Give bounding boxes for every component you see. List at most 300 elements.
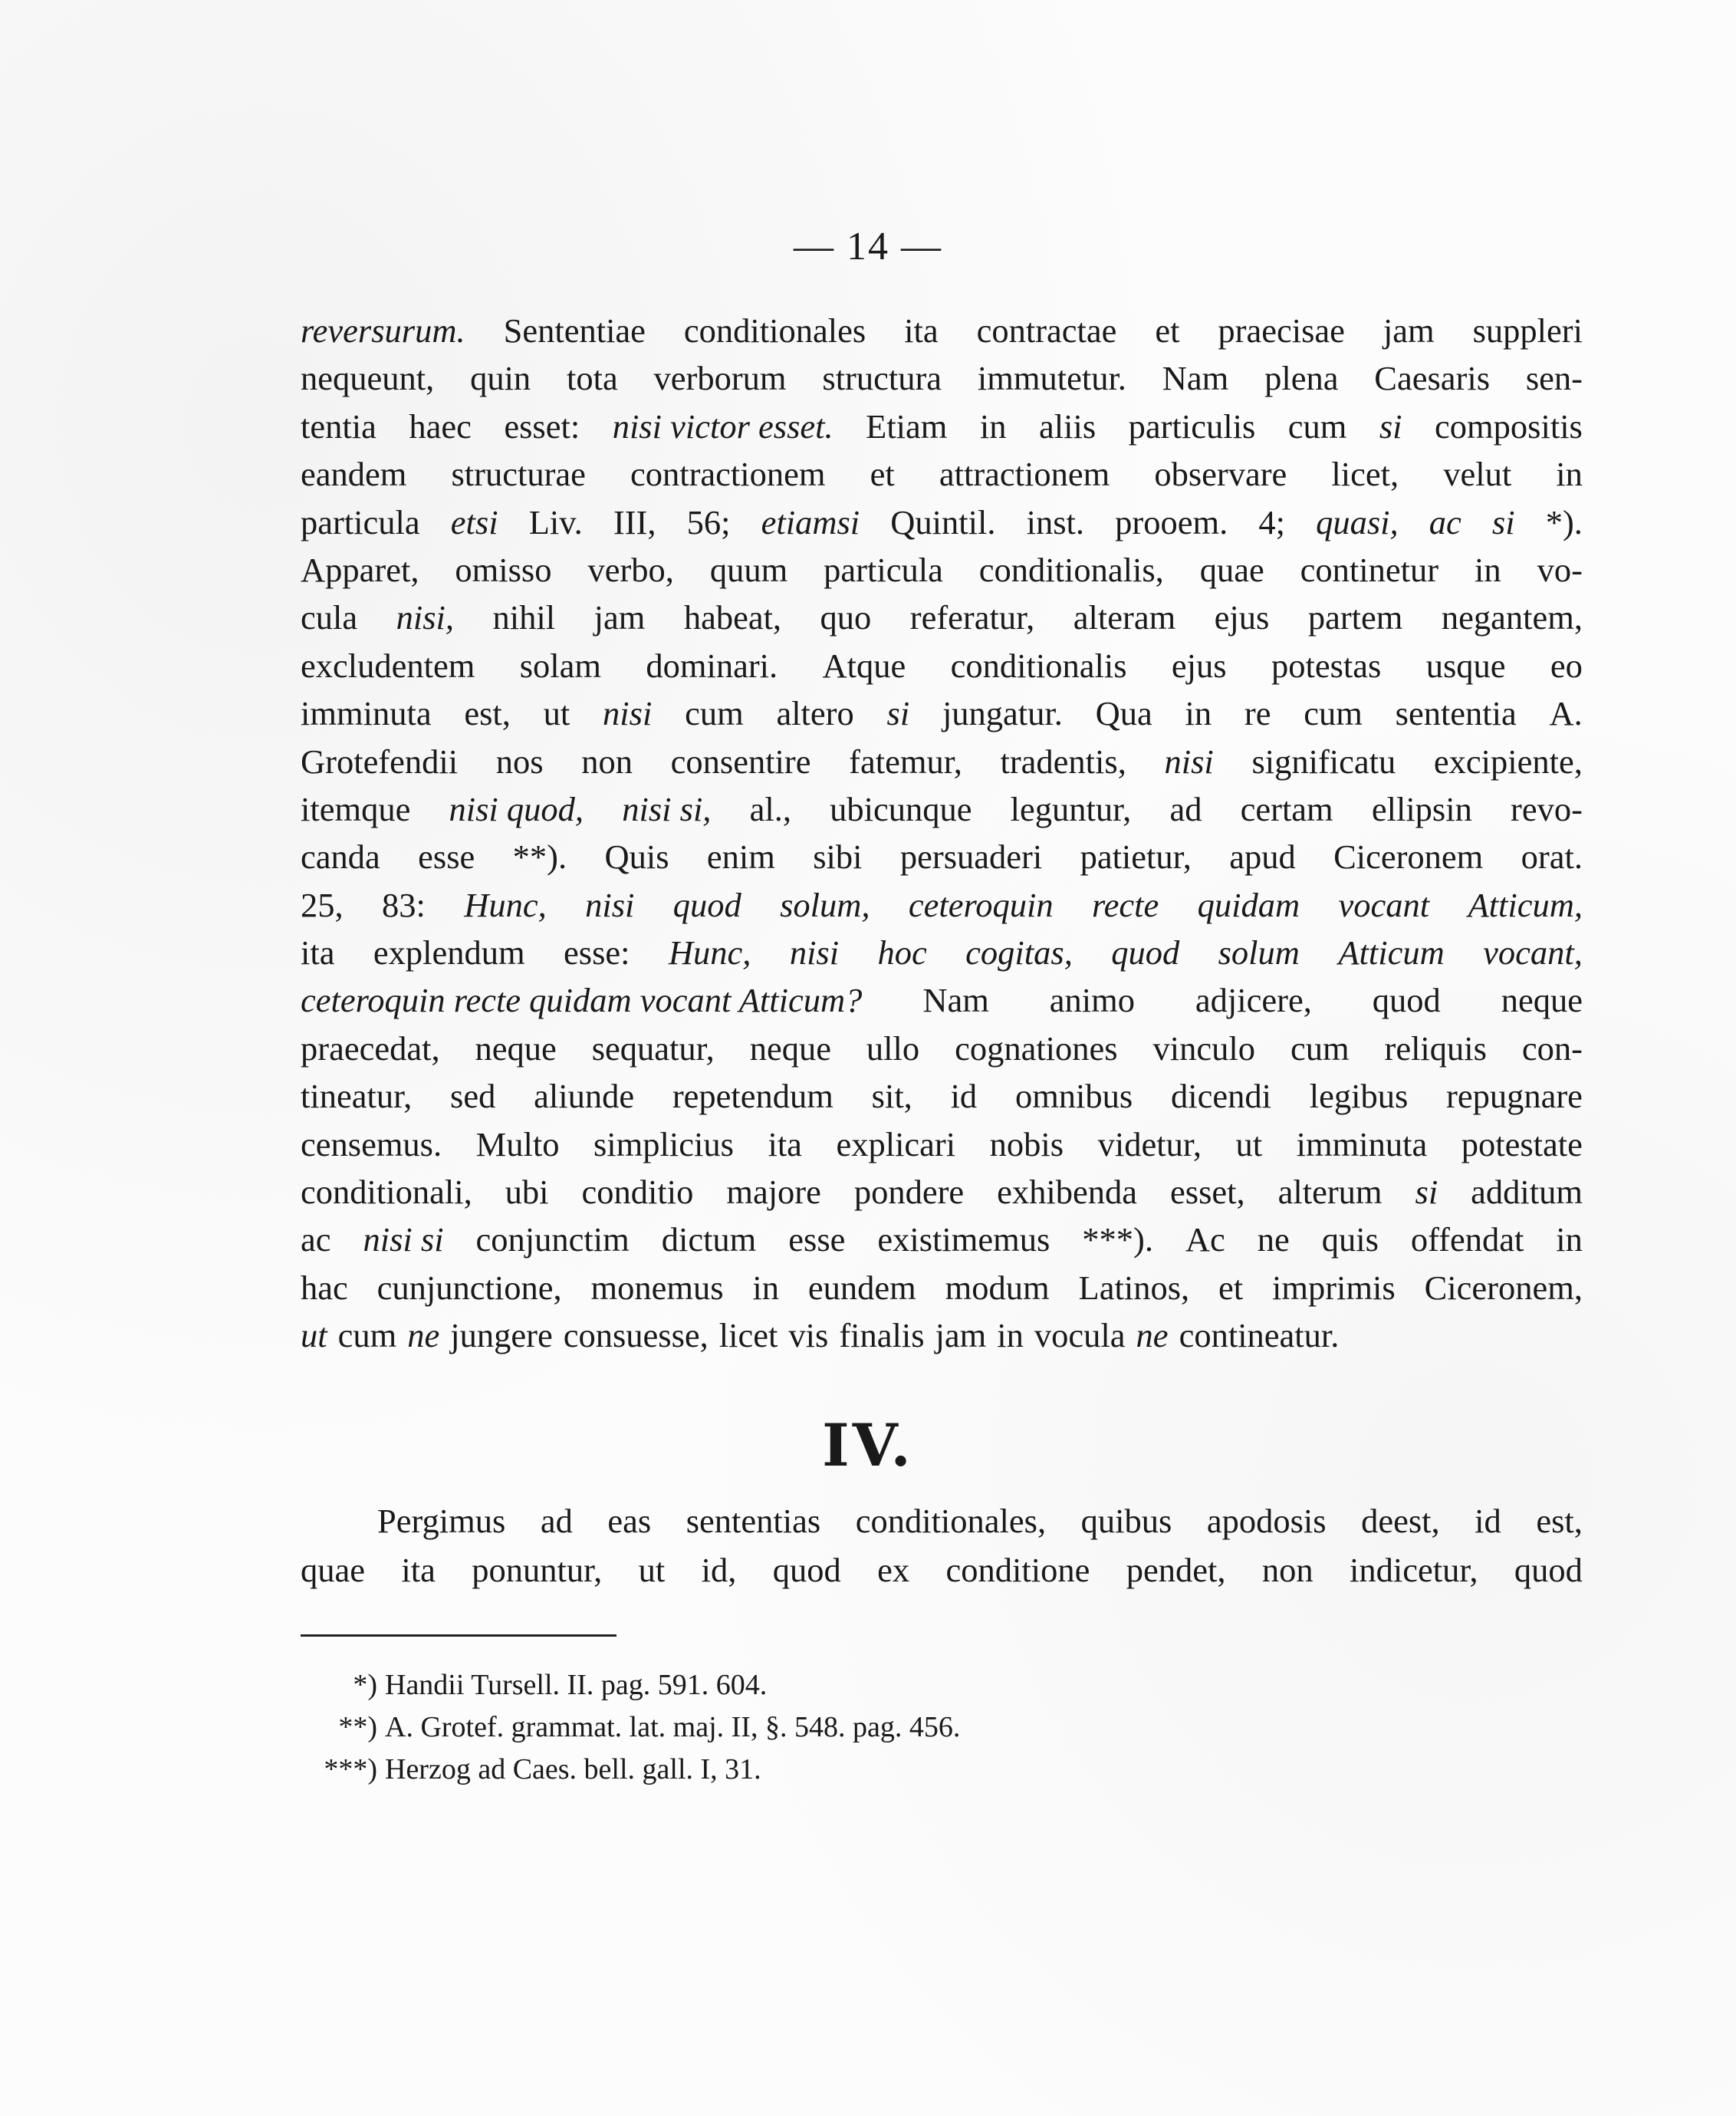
word: velut bbox=[1443, 455, 1512, 494]
word: Liv. bbox=[528, 502, 583, 541]
word bbox=[965, 929, 1073, 976]
word: imprimis bbox=[1272, 1268, 1396, 1307]
word: esse bbox=[788, 1220, 846, 1259]
word: id bbox=[1475, 1502, 1501, 1540]
word: reliquis bbox=[1384, 1028, 1487, 1068]
italic-word: nisi bbox=[585, 885, 635, 924]
italic-word: quod bbox=[672, 885, 741, 924]
italic-word: nisi bbox=[789, 933, 840, 972]
word: Ciceronem, bbox=[1424, 1268, 1583, 1307]
word: ut bbox=[543, 694, 570, 733]
word: sit, bbox=[871, 1077, 912, 1116]
word: sed bbox=[450, 1077, 496, 1116]
footnote-mark: **) bbox=[338, 1711, 377, 1743]
word: nequeunt, bbox=[301, 359, 435, 398]
word: partem bbox=[1307, 598, 1403, 637]
word: et bbox=[1218, 1268, 1244, 1307]
word: compositis bbox=[1435, 406, 1583, 446]
word: quae bbox=[301, 1551, 366, 1589]
word: III, bbox=[613, 502, 656, 541]
word: verborum bbox=[653, 359, 787, 398]
word: apodosis bbox=[1206, 1502, 1327, 1540]
paragraph-1 bbox=[301, 307, 1583, 1360]
word: in bbox=[1556, 455, 1583, 494]
word bbox=[396, 594, 454, 641]
word: vocula bbox=[1034, 1316, 1126, 1355]
italic-word: quod bbox=[1111, 933, 1180, 972]
text-line bbox=[301, 546, 1583, 594]
word: cunjunctione, bbox=[376, 1268, 562, 1307]
word: in bbox=[1475, 550, 1501, 589]
word: pendet, bbox=[1126, 1551, 1226, 1589]
word bbox=[669, 929, 751, 976]
text-line bbox=[301, 1496, 1583, 1545]
word bbox=[613, 403, 833, 450]
italic-word: ut bbox=[301, 1316, 327, 1355]
italic-word: recte bbox=[1091, 885, 1159, 924]
word: alteram bbox=[1073, 598, 1176, 637]
word: conditionali, bbox=[301, 1173, 472, 1212]
italic-word: Hunc, bbox=[668, 933, 751, 972]
word: imminuta bbox=[1296, 1124, 1428, 1163]
word: est, bbox=[1536, 1502, 1583, 1540]
word bbox=[603, 689, 652, 737]
word: excipiente, bbox=[1433, 742, 1583, 781]
word bbox=[301, 976, 862, 1024]
italic-word: reversurum. bbox=[301, 311, 465, 350]
footnote bbox=[301, 1749, 1374, 1791]
word: alterum bbox=[1277, 1173, 1383, 1212]
word: ad bbox=[540, 1502, 573, 1540]
word: revo- bbox=[1511, 789, 1583, 828]
word: praecisae bbox=[1218, 311, 1345, 350]
word bbox=[1338, 929, 1444, 976]
word: nihil bbox=[492, 598, 556, 637]
word bbox=[1165, 738, 1214, 785]
word bbox=[673, 881, 741, 929]
footnote-mark: *) bbox=[353, 1669, 377, 1701]
word: Nam bbox=[1162, 359, 1229, 398]
italic-word: si bbox=[1491, 502, 1515, 541]
word: sibi bbox=[813, 838, 863, 877]
italic-word: nisi quod, bbox=[449, 789, 584, 828]
word bbox=[622, 785, 711, 833]
word: cula bbox=[301, 598, 358, 637]
word: aliis bbox=[1039, 406, 1097, 446]
word: omnibus bbox=[1014, 1077, 1133, 1116]
italic-word: ne bbox=[1136, 1316, 1169, 1355]
text-line bbox=[301, 1168, 1583, 1216]
footnote bbox=[301, 1706, 1374, 1749]
word: altero bbox=[776, 694, 854, 733]
word: 25, bbox=[301, 885, 344, 924]
word: prooem. bbox=[1115, 502, 1228, 541]
word bbox=[301, 307, 465, 354]
word: conditionales bbox=[683, 311, 866, 350]
word: re bbox=[1244, 694, 1271, 733]
word: imminuta bbox=[301, 694, 432, 733]
word: particula bbox=[824, 550, 943, 589]
word: Pergimus bbox=[377, 1502, 506, 1540]
italic-word: etiamsi bbox=[761, 502, 860, 541]
word: et bbox=[1155, 311, 1180, 350]
word: ejus bbox=[1214, 598, 1270, 637]
word: videtur, bbox=[1097, 1124, 1202, 1163]
word: vis bbox=[788, 1316, 829, 1355]
word: ita bbox=[301, 933, 335, 972]
italic-word: Hunc, bbox=[464, 885, 547, 924]
word: additum bbox=[1471, 1173, 1583, 1212]
word: in bbox=[997, 1316, 1024, 1355]
word: simplicius bbox=[593, 1124, 734, 1163]
text-line bbox=[301, 1311, 1583, 1359]
word: in bbox=[752, 1268, 780, 1307]
text-line bbox=[301, 929, 1583, 976]
word: et bbox=[870, 455, 895, 494]
word: explicari bbox=[836, 1124, 956, 1163]
word bbox=[1415, 1168, 1438, 1216]
word bbox=[1316, 499, 1399, 546]
italic-word: si bbox=[1415, 1173, 1438, 1212]
text-line bbox=[301, 642, 1583, 689]
word: plena bbox=[1264, 359, 1339, 398]
word: neque bbox=[1501, 981, 1583, 1020]
italic-word: Atticum, bbox=[1468, 885, 1583, 924]
word: A. bbox=[1549, 694, 1583, 733]
word: particula bbox=[301, 502, 420, 541]
word: observare bbox=[1154, 455, 1287, 494]
word: ullo bbox=[866, 1028, 920, 1068]
word: conditio bbox=[581, 1173, 694, 1212]
italic-word: solum, bbox=[780, 885, 870, 924]
word: conjunctim bbox=[475, 1220, 630, 1259]
word: hac bbox=[301, 1268, 348, 1307]
text-line bbox=[301, 307, 1583, 354]
text-line bbox=[301, 785, 1583, 833]
footnote-text: A. Grotef. grammat. lat. maj. II, §. 548. pag. 456. bbox=[385, 1711, 961, 1743]
word: particulis bbox=[1128, 406, 1256, 446]
word: indicetur, bbox=[1350, 1551, 1478, 1589]
word: ponuntur, bbox=[472, 1551, 603, 1589]
word: offendat bbox=[1410, 1220, 1524, 1259]
word: quod bbox=[1514, 1551, 1583, 1589]
word: apud bbox=[1229, 838, 1296, 877]
italic-word: vocant bbox=[1338, 885, 1430, 924]
word: id, bbox=[701, 1551, 737, 1589]
italic-word: nisi victor esset. bbox=[612, 406, 833, 446]
word: legibus bbox=[1309, 1077, 1409, 1116]
word: quod bbox=[1372, 981, 1441, 1020]
word: potestate bbox=[1461, 1124, 1583, 1163]
word: vinculo bbox=[1152, 1028, 1256, 1068]
word: Multo bbox=[475, 1124, 560, 1163]
word bbox=[1468, 881, 1583, 929]
word: esset: bbox=[504, 406, 580, 446]
word: nos bbox=[495, 742, 544, 781]
word: patietur, bbox=[1080, 838, 1192, 877]
footnote bbox=[301, 1664, 1374, 1706]
word: structura bbox=[822, 359, 942, 398]
word: suppleri bbox=[1472, 311, 1583, 350]
word: licet, bbox=[1331, 455, 1399, 494]
word: tota bbox=[567, 359, 618, 398]
word: Ciceronem bbox=[1333, 838, 1484, 877]
word bbox=[1218, 929, 1300, 976]
word: eo bbox=[1550, 646, 1583, 685]
section-heading: IV. bbox=[822, 1411, 914, 1479]
word: orat. bbox=[1521, 838, 1583, 877]
word: jungere bbox=[450, 1316, 553, 1355]
word: Quintil. bbox=[890, 502, 996, 541]
word: ***). bbox=[1082, 1220, 1153, 1259]
text-line bbox=[301, 738, 1583, 785]
word: in bbox=[1185, 694, 1212, 733]
word: habeat, bbox=[683, 598, 782, 637]
word: dicendi bbox=[1170, 1077, 1271, 1116]
word: conditionalis, bbox=[978, 550, 1164, 589]
text-line bbox=[301, 1545, 1583, 1594]
word: ad bbox=[1169, 789, 1202, 828]
word: *). bbox=[1545, 502, 1583, 541]
paragraph-2 bbox=[301, 1496, 1583, 1594]
word: conditionalis bbox=[950, 646, 1127, 685]
word: sententia bbox=[1395, 694, 1517, 733]
word: inst. bbox=[1026, 502, 1085, 541]
word: esset, bbox=[1170, 1173, 1245, 1212]
word: consentire bbox=[670, 742, 811, 781]
word: ut bbox=[638, 1551, 666, 1589]
word: Latinos, bbox=[1078, 1268, 1190, 1307]
word: contractae bbox=[976, 311, 1117, 350]
word: continetur bbox=[1300, 550, 1439, 589]
word: fatemur, bbox=[849, 742, 962, 781]
text-line bbox=[301, 354, 1583, 402]
word bbox=[790, 929, 839, 976]
word: structurae bbox=[451, 455, 586, 494]
word: omisso bbox=[455, 550, 552, 589]
text-line bbox=[301, 450, 1583, 498]
word: tineatur, bbox=[301, 1077, 413, 1116]
italic-word: hoc bbox=[877, 933, 927, 972]
word bbox=[1136, 1311, 1169, 1359]
word: sequatur, bbox=[591, 1028, 715, 1068]
word bbox=[761, 499, 860, 546]
word: existimemus bbox=[877, 1220, 1050, 1259]
text-line bbox=[301, 976, 1583, 1024]
word bbox=[1429, 499, 1461, 546]
italic-word: quidam bbox=[1197, 885, 1300, 924]
word: consuesse, bbox=[563, 1316, 709, 1355]
text-line bbox=[301, 1216, 1583, 1263]
text-line bbox=[301, 881, 1583, 929]
italic-word: ceteroquin recte quidam vocant Atticum? bbox=[301, 981, 863, 1020]
word: ellipsin bbox=[1371, 789, 1472, 828]
word: Quis bbox=[604, 838, 669, 877]
word: vo- bbox=[1537, 550, 1583, 589]
word: jam bbox=[593, 598, 646, 637]
word: excludentem bbox=[301, 646, 475, 685]
word: majore bbox=[726, 1173, 821, 1212]
text-line bbox=[301, 499, 1583, 546]
word bbox=[363, 1216, 443, 1263]
word bbox=[585, 881, 634, 929]
italic-word: quasi, bbox=[1316, 502, 1399, 541]
word: Ac bbox=[1185, 1220, 1225, 1259]
footnote-text: Herzog ad Caes. bell. gall. I, 31. bbox=[385, 1753, 761, 1785]
italic-word: nisi bbox=[1164, 742, 1214, 781]
word: neque bbox=[749, 1028, 831, 1068]
word: ac bbox=[301, 1220, 331, 1259]
word: certam bbox=[1240, 789, 1333, 828]
italic-word: ac bbox=[1429, 502, 1461, 541]
word: ne bbox=[1257, 1220, 1290, 1259]
italic-word: si bbox=[886, 694, 910, 733]
footnote-divider bbox=[301, 1634, 616, 1637]
word: tradentis, bbox=[1000, 742, 1126, 781]
word bbox=[1379, 403, 1402, 450]
word: non bbox=[1261, 1551, 1314, 1589]
italic-word: nisi si, bbox=[622, 789, 712, 828]
italic-word: ceteroquin bbox=[908, 885, 1054, 924]
word: pondere bbox=[853, 1173, 965, 1212]
word: repetendum bbox=[672, 1077, 833, 1116]
italic-word: si bbox=[1379, 406, 1402, 446]
word: conditione bbox=[945, 1551, 1090, 1589]
word: canda bbox=[301, 838, 380, 877]
word: ita bbox=[401, 1551, 436, 1589]
word bbox=[1092, 881, 1159, 929]
word: quod bbox=[772, 1551, 841, 1589]
word: attractionem bbox=[939, 455, 1110, 494]
word: cognationes bbox=[955, 1028, 1118, 1068]
word: persuaderi bbox=[899, 838, 1043, 877]
word: eundem bbox=[807, 1268, 916, 1307]
word: quin bbox=[470, 359, 531, 398]
word: potestas bbox=[1271, 646, 1382, 685]
word: jam bbox=[935, 1316, 987, 1355]
word: cum bbox=[685, 694, 744, 733]
word: cum bbox=[1304, 694, 1363, 733]
italic-word: solum bbox=[1218, 933, 1300, 972]
word: est, bbox=[464, 694, 511, 733]
word: referatur, bbox=[909, 598, 1035, 637]
word: ut bbox=[1235, 1124, 1263, 1163]
word: finalis bbox=[839, 1316, 925, 1355]
text-line bbox=[301, 1072, 1583, 1120]
word: quum bbox=[709, 550, 788, 589]
page-number: — 14 — bbox=[794, 225, 942, 268]
italic-word: nisi, bbox=[396, 598, 455, 637]
word: enim bbox=[706, 838, 775, 877]
text-line bbox=[301, 1264, 1583, 1311]
text-line bbox=[301, 689, 1583, 737]
word: licet bbox=[718, 1316, 778, 1355]
word: praecedat, bbox=[301, 1028, 440, 1068]
word: ita bbox=[768, 1124, 802, 1163]
word: in bbox=[979, 406, 1007, 446]
word: eas bbox=[607, 1502, 652, 1540]
word: ita bbox=[904, 311, 939, 350]
word: itemque bbox=[301, 789, 411, 828]
word: solam bbox=[519, 646, 602, 685]
italic-word: vocant, bbox=[1483, 933, 1583, 972]
word: ejus bbox=[1171, 646, 1227, 685]
word bbox=[301, 1311, 327, 1359]
word bbox=[1492, 499, 1515, 546]
word bbox=[878, 929, 927, 976]
word: cum bbox=[337, 1316, 397, 1355]
word: con- bbox=[1521, 1028, 1583, 1068]
word: modum bbox=[945, 1268, 1050, 1307]
italic-word: ne bbox=[407, 1316, 440, 1355]
word: adjicere, bbox=[1195, 981, 1312, 1020]
text-line bbox=[301, 403, 1583, 450]
word: Apparet, bbox=[301, 550, 419, 589]
word: Atque bbox=[822, 646, 906, 685]
word: ubi bbox=[505, 1173, 549, 1212]
word: quae bbox=[1199, 550, 1264, 589]
word bbox=[887, 689, 910, 737]
italic-word: nisi bbox=[603, 694, 653, 733]
word bbox=[1483, 929, 1583, 976]
word bbox=[1338, 881, 1429, 929]
word: significatu bbox=[1251, 742, 1396, 781]
word bbox=[449, 785, 584, 833]
word: ubicunque bbox=[830, 789, 972, 828]
word: al., bbox=[749, 789, 791, 828]
word bbox=[451, 499, 498, 546]
italic-word: cogitas, bbox=[965, 933, 1073, 972]
word: ex bbox=[877, 1551, 910, 1589]
word: **). bbox=[512, 838, 567, 877]
word: sen- bbox=[1525, 359, 1583, 398]
word: 83: bbox=[381, 885, 426, 924]
word bbox=[464, 881, 547, 929]
word: quibus bbox=[1080, 1502, 1172, 1540]
word: 56; bbox=[686, 502, 731, 541]
word: repugnare bbox=[1446, 1077, 1583, 1116]
footnote-mark: ***) bbox=[324, 1753, 377, 1785]
word: in bbox=[1556, 1220, 1583, 1259]
word: Sententiae bbox=[503, 311, 646, 350]
word: quis bbox=[1321, 1220, 1379, 1259]
text-line bbox=[301, 833, 1583, 880]
word: deest, bbox=[1361, 1502, 1440, 1540]
word bbox=[1198, 881, 1300, 929]
word: dictum bbox=[661, 1220, 757, 1259]
text-line bbox=[301, 1025, 1583, 1072]
word: haec bbox=[409, 406, 472, 446]
word bbox=[780, 881, 870, 929]
word: jungatur. bbox=[942, 694, 1063, 733]
italic-word: Atticum bbox=[1338, 933, 1445, 972]
word: animo bbox=[1049, 981, 1135, 1020]
word: Grotefendii bbox=[301, 742, 459, 781]
word: 4; bbox=[1258, 502, 1285, 541]
word: jam bbox=[1383, 311, 1435, 350]
word: id bbox=[950, 1077, 978, 1116]
word: immutetur. bbox=[977, 359, 1126, 398]
word: Qua bbox=[1095, 694, 1152, 733]
word: monemus bbox=[590, 1268, 724, 1307]
word: esse bbox=[418, 838, 475, 877]
word: contractionem bbox=[630, 455, 826, 494]
word: conditionales, bbox=[855, 1502, 1047, 1540]
word: exhibenda bbox=[997, 1173, 1138, 1212]
footnote-text: Handii Tursell. II. pag. 591. 604. bbox=[385, 1669, 768, 1701]
word bbox=[909, 881, 1054, 929]
word bbox=[407, 1311, 439, 1359]
